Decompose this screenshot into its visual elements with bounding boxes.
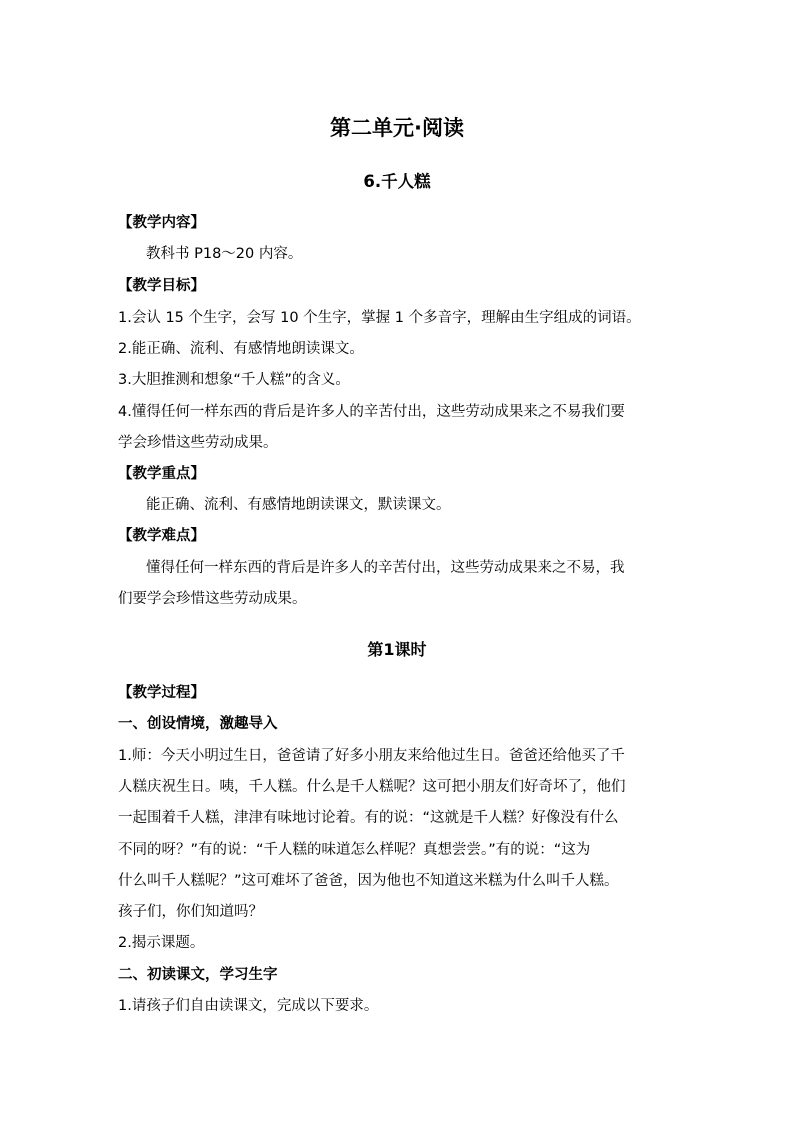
part1-line: 一起围着千人糕，津津有味地讨论着。有的说：“这就是千人糕？好像没有什么 (118, 810, 619, 826)
goal-item: 2.能正确、流利、有感情地朗读课文。 (118, 341, 364, 357)
part1-line: 1.师：今天小明过生日，爸爸请了好多小朋友来给他过生日。爸爸还给他买了千 (118, 748, 625, 764)
difficulties-heading: 【教学难点】 (118, 528, 205, 544)
goal-item: 4.懂得任何一样东西的背后是许多人的辛苦付出，这些劳动成果来之不易我们要 (118, 404, 625, 420)
goal-item: 3.大胆推测和想象“千人糕”的含义。 (118, 372, 350, 388)
goals-heading: 【教学目标】 (118, 278, 205, 294)
content-text: 教科书 P18～20 内容。 (146, 246, 303, 262)
period-title: 第1课时 (367, 640, 427, 659)
part1-line: 2.揭示课题。 (118, 935, 205, 951)
part1-line: 什么叫千人糕呢？”这可难坏了爸爸，因为他也不知道这米糕为什么叫千人糕。 (118, 873, 619, 889)
difficulties-text-line: 们要学会珍惜这些劳动成果。 (118, 591, 307, 607)
part1-line: 不同的呀？”有的说：“千人糕的味道怎么样呢？真想尝尝。”有的说：“这为 (118, 842, 591, 858)
goal-item: 学会珍惜这些劳动成果。 (118, 435, 278, 451)
part2-heading: 二、初读课文，学习生字 (118, 967, 278, 983)
unit-title: 第二单元·阅读 (330, 116, 464, 140)
part2-line: 1.请孩子们自由读课文，完成以下要求。 (118, 998, 379, 1014)
goal-item: 1.会认 15 个生字，会写 10 个生字，掌握 1 个多音字，理解由生字组成的词语。 (118, 310, 641, 326)
part1-line: 孩子们，你们知道吗？ (118, 904, 263, 920)
key-points-heading: 【教学重点】 (118, 466, 205, 482)
difficulties-text-line: 懂得任何一样东西的背后是许多人的辛苦付出，这些劳动成果来之不易，我 (146, 560, 625, 576)
lesson-title: 6.千人糕 (363, 172, 431, 191)
process-heading: 【教学过程】 (118, 685, 205, 701)
content-heading: 【教学内容】 (118, 215, 205, 231)
part1-line: 人糕庆祝生日。咦，千人糕。什么是千人糕呢？这可把小朋友们好奇坏了，他们 (118, 779, 626, 795)
key-points-text: 能正确、流利、有感情地朗读课文，默读课文。 (146, 497, 451, 513)
part1-heading: 一、创设情境，激趣导入 (118, 716, 278, 732)
